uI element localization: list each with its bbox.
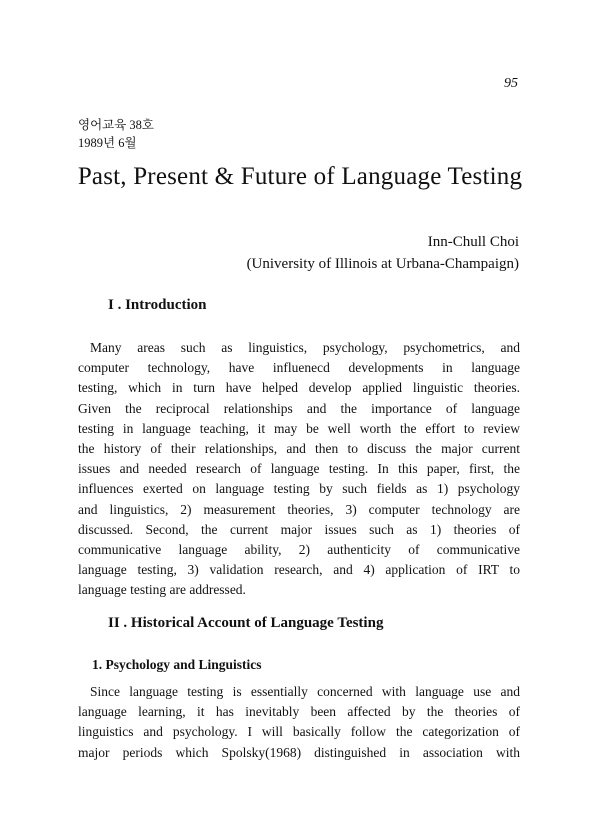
text-line: issues and needed research of language testing. In this paper, first, the <box>78 461 520 477</box>
text-line: communicative language ability, 2) authenticity of communicative <box>78 542 520 558</box>
text-line: testing in language teaching, it may be well worth the effort to review <box>78 420 520 436</box>
author-block <box>247 231 519 275</box>
author-name: Inn-Chull Choi <box>427 234 519 250</box>
section-heading-introduction: I . Introduction <box>108 297 207 313</box>
paper-title: Past, Present & Future of Language Testing <box>77 163 523 190</box>
section-heading-historical-account: II . Historical Account of Language Testing <box>108 615 384 631</box>
historical-paragraph <box>78 682 520 763</box>
text-line: Since language testing is essentially concerned with language use and <box>90 684 520 699</box>
page-number: 95 <box>504 76 518 91</box>
text-line: discussed. Second, the current major issues such as 1) theories of <box>78 521 520 537</box>
introduction-paragraph <box>78 338 520 601</box>
text-line: Given the reciprocal relationships and the importance of language <box>78 400 520 416</box>
journal-info <box>78 116 154 152</box>
text-line: language learning, it has inevitably been affected by the theories of <box>78 704 520 720</box>
text-line: influences exerted on language testing by such fields as 1) psychology <box>78 481 520 497</box>
text-line: language testing are addressed. <box>78 582 246 598</box>
subsection-heading-psychology-linguistics: 1. Psychology and Linguistics <box>92 657 262 672</box>
text-line: the history of their relationships, and then to discuss the major current <box>78 441 520 457</box>
text-line: language testing, 3) validation research, and 4) application of IRT to <box>78 562 520 578</box>
text-line: and linguistics, 2) measurement theories, 3) computer technology are <box>78 501 520 517</box>
text-line: testing, which in turn have helped develop applied linguistic theories. <box>78 380 520 396</box>
text-line: Many areas such as linguistics, psychology, psychometrics, and <box>90 340 520 355</box>
text-line: major periods which Spolsky(1968) distinguished in association with <box>78 744 520 760</box>
journal-issue: 영어교육 38호 <box>78 118 155 132</box>
text-line: linguistics and psychology. I will basically follow the categorization of <box>78 724 520 740</box>
author-affiliation: (University of Illinois at Urbana-Champaign) <box>246 256 519 272</box>
text-line: computer technology, have influenecd developments in language <box>78 360 520 376</box>
journal-date: 1989년 6월 <box>78 136 137 150</box>
